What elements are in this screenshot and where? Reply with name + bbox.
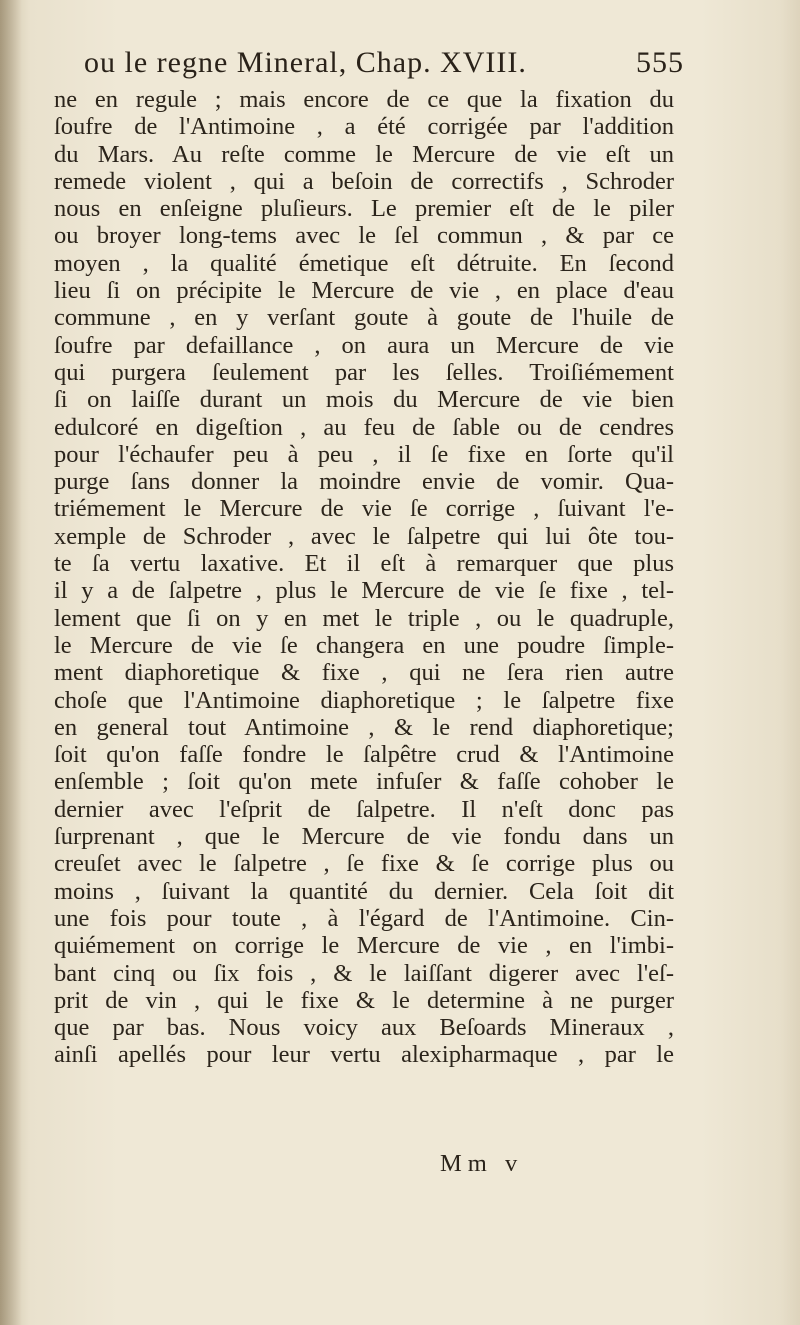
text-line: purge ſans donner la moindre envie de vomir. Qua- xyxy=(54,468,674,496)
text-line: ou broyer long-tems avec le ſel commun , & par ce xyxy=(54,222,674,250)
page-number: 555 xyxy=(636,46,684,79)
binding-gutter-shadow xyxy=(0,0,22,1325)
text-line: ainſi apellés pour leur vertu alexipharmaque , par le xyxy=(54,1041,674,1069)
body-text xyxy=(54,86,674,1069)
text-line: prit de vin , qui le fixe & le determine à ne purger xyxy=(54,986,674,1014)
text-line: ſoit qu'on faſſe fondre le ſalpêtre crud & l'Antimoine xyxy=(54,741,674,769)
text-line: en general tout Antimoine , & le rend diaphoretique; xyxy=(54,713,674,741)
text-line: bant cinq ou ſix fois , & le laiſſant digerer avec l'eſ- xyxy=(54,959,674,987)
text-line: te ſa vertu laxative. Et il eſt à remarquer que plus xyxy=(54,550,674,578)
text-line: il y a de ſalpetre , plus le Mercure de vie ſe fixe , tel- xyxy=(54,577,674,605)
text-line: du Mars. Au reſte comme le Mercure de vie eſt un xyxy=(54,140,674,168)
text-line: creuſet avec le ſalpetre , ſe fixe & ſe corrige plus ou xyxy=(54,850,674,878)
text-line: ſi on laiſſe durant un mois du Mercure de vie bien xyxy=(54,386,674,414)
text-line: ne en regule ; mais encore de ce que la fixation du xyxy=(54,86,674,113)
text-line: qui purgera ſeulement par les ſelles. Troiſiémement xyxy=(54,358,674,386)
text-line: que par bas. Nous voicy aux Beſoards Mineraux , xyxy=(54,1014,674,1042)
text-line: quiémement on corrige le Mercure de vie , en l'imbi- xyxy=(54,932,674,960)
text-line: une fois pour toute , à l'égard de l'Antimoine. Cin- xyxy=(54,904,674,932)
running-head xyxy=(84,46,684,80)
text-line: ſoufre par defaillance , on aura un Mercure de vie xyxy=(54,331,674,359)
text-line: moins , ſuivant la quantité du dernier. Cela ſoit dit xyxy=(54,877,674,905)
text-line: pour l'échaufer peu à peu , il ſe fixe en ſorte qu'il xyxy=(54,440,674,468)
text-line: ſoufre de l'Antimoine , a été corrigée par l'addition xyxy=(54,113,674,141)
text-line: choſe que l'Antimoine diaphoretique ; le ſalpetre fixe xyxy=(54,686,674,714)
text-line: dernier avec l'eſprit de ſalpetre. Il n'eſt donc pas xyxy=(54,795,674,823)
running-head-title: ou le regne Mineral, Chap. XVIII. xyxy=(84,46,527,79)
text-line: lieu ſi on précipite le Mercure de vie , en place d'eau xyxy=(54,277,674,305)
text-line: ment diaphoretique & fixe , qui ne ſera rien autre xyxy=(54,659,674,687)
text-line: triémement le Mercure de vie ſe corrige , ſuivant l'e- xyxy=(54,495,674,523)
text-line: enſemble ; ſoit qu'on mete infuſer & faſſe cohober le xyxy=(54,768,674,796)
text-line: nous en enſeigne pluſieurs. Le premier eſt de le piler xyxy=(54,195,674,223)
text-line: edulcoré en digeſtion , au feu de ſable ou de cendres xyxy=(54,413,674,441)
text-line: le Mercure de vie ſe changera en une poudre ſimple- xyxy=(54,631,674,659)
text-line: commune , en y verſant goute à goute de l'huile de xyxy=(54,304,674,332)
signature-mark: Mm v xyxy=(440,1150,524,1177)
text-line: ſurprenant , que le Mercure de vie fondu dans un xyxy=(54,823,674,851)
text-line: xemple de Schroder , avec le ſalpetre qui lui ôte tou- xyxy=(54,522,674,550)
text-line: moyen , la qualité émetique eſt détruite. En ſecond xyxy=(54,249,674,277)
text-line: lement que ſi on y en met le triple , ou le quadruple, xyxy=(54,604,674,632)
text-line: remede violent , qui a beſoin de correctifs , Schroder xyxy=(54,167,674,195)
